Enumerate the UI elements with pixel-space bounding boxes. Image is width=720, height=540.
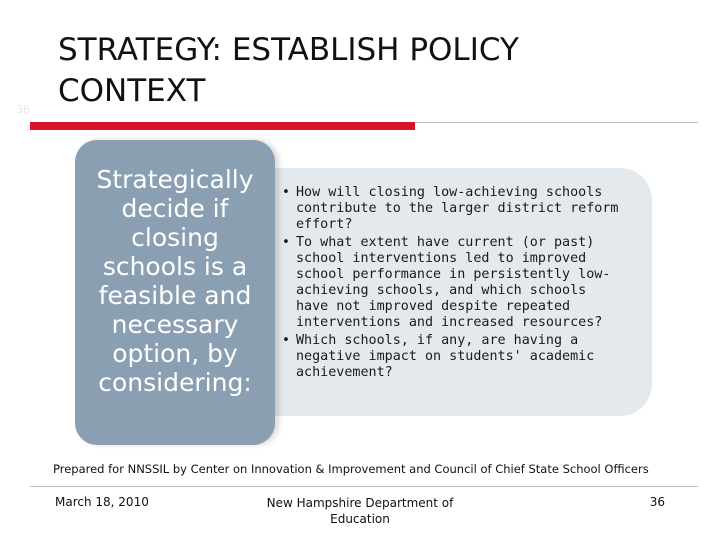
title-accent-bar — [30, 122, 415, 130]
footer-divider — [30, 486, 698, 487]
list-item-text: Which schools, if any, are having a negative impact on students' academic achievement? — [296, 333, 595, 380]
list-item — [280, 235, 625, 331]
footer-date: March 18, 2010 — [55, 495, 149, 509]
bullet-icon: • — [282, 333, 290, 348]
strategy-box-text: Strategically decide if closing schools is a feasible and necessary option, by considering: — [96, 164, 254, 397]
strategy-box — [75, 140, 275, 445]
slide-title: STRATEGY: ESTABLISH POLICY CONTEXT — [58, 32, 519, 109]
footer-organization: New Hampshire Department of Education — [266, 496, 454, 526]
bullet-icon: • — [282, 185, 290, 200]
bullet-icon: • — [282, 235, 290, 250]
list-item — [280, 185, 625, 233]
prepared-by-note: Prepared for NNSSIL by Center on Innovation & Improvement and Council of Chief State School Officers — [53, 462, 649, 476]
faint-slide-number: 36 — [16, 103, 30, 116]
list-item — [280, 333, 625, 381]
list-item-text: How will closing low-achieving schools contribute to the larger district reform effort? — [296, 185, 619, 232]
page-number: 36 — [649, 495, 665, 509]
considerations-list — [280, 185, 625, 383]
list-item-text: To what extent have current (or past) school interventions led to improved school performance in persistently low-achieving schools, and which schools have not improved despite repeated interventions and increased resources? — [296, 235, 611, 330]
